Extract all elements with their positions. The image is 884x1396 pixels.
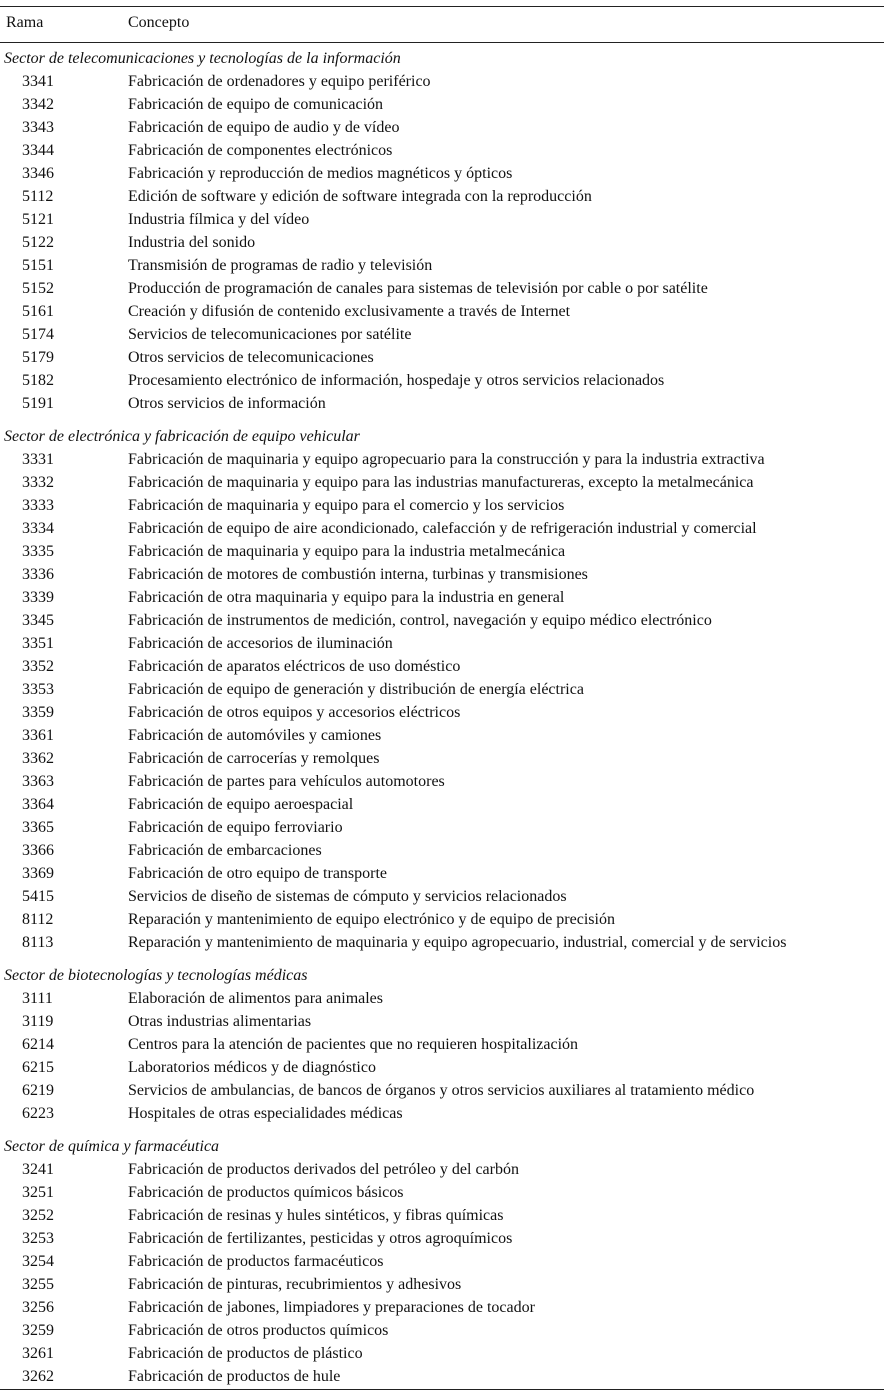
rama-code: 3345 bbox=[22, 612, 54, 629]
concepto-text: Fabricación de fertilizantes, pesticidas y otros agroquímicos bbox=[128, 1230, 513, 1247]
sector-group bbox=[0, 47, 884, 415]
sector-title: Sector de electrónica y fabricación de equipo vehicular bbox=[4, 428, 360, 445]
rama-code: 8112 bbox=[22, 911, 54, 928]
rama-code: 3262 bbox=[22, 1368, 54, 1385]
table-row bbox=[0, 1227, 884, 1250]
rama-code: 3344 bbox=[22, 142, 54, 159]
table-row bbox=[0, 254, 884, 277]
rama-code: 3261 bbox=[22, 1345, 54, 1362]
concepto-text: Fabricación de productos derivados del petróleo y del carbón bbox=[128, 1161, 519, 1178]
rama-code: 6215 bbox=[22, 1059, 54, 1076]
table-bottom-rule bbox=[0, 1389, 884, 1390]
concepto-text: Reparación y mantenimiento de equipo electrónico y de equipo de precisión bbox=[128, 911, 615, 928]
concepto-text: Producción de programación de canales para sistemas de televisión por cable o por satélite bbox=[128, 280, 708, 297]
concepto-text: Fabricación de embarcaciones bbox=[128, 842, 322, 859]
concepto-text: Fabricación de productos farmacéuticos bbox=[128, 1253, 384, 1270]
table-body bbox=[0, 47, 884, 1388]
table-row bbox=[0, 1273, 884, 1296]
table-row bbox=[0, 747, 884, 770]
concepto-text: Industria fílmica y del vídeo bbox=[128, 211, 310, 228]
column-header-rama: Rama bbox=[6, 14, 44, 31]
table-row bbox=[0, 563, 884, 586]
concepto-text: Servicios de telecomunicaciones por satélite bbox=[128, 326, 412, 343]
table-row bbox=[0, 116, 884, 139]
rama-code: 3346 bbox=[22, 165, 54, 182]
rama-code: 3259 bbox=[22, 1322, 54, 1339]
column-header-concepto: Concepto bbox=[128, 14, 190, 31]
concepto-text: Otros servicios de información bbox=[128, 395, 326, 412]
table-top-rule bbox=[0, 6, 884, 7]
table-row bbox=[0, 369, 884, 392]
rama-code: 5151 bbox=[22, 257, 54, 274]
concepto-text: Fabricación de productos químicos básicos bbox=[128, 1184, 404, 1201]
sector-group bbox=[0, 425, 884, 954]
table-row bbox=[0, 1102, 884, 1125]
rama-code: 3253 bbox=[22, 1230, 54, 1247]
concepto-text: Fabricación de maquinaria y equipo agropecuario para la construcción y para la industria extractiva bbox=[128, 451, 765, 468]
table-row bbox=[0, 1181, 884, 1204]
rama-code: 3331 bbox=[22, 451, 54, 468]
concepto-text: Fabricación y reproducción de medios magnéticos y ópticos bbox=[128, 165, 513, 182]
concepto-text: Fabricación de otros productos químicos bbox=[128, 1322, 389, 1339]
concepto-text: Fabricación de equipo de comunicación bbox=[128, 96, 384, 113]
table-row bbox=[0, 448, 884, 471]
concepto-text: Fabricación de equipo de generación y distribución de energía eléctrica bbox=[128, 681, 584, 698]
concepto-text: Elaboración de alimentos para animales bbox=[128, 990, 384, 1007]
concepto-text: Otras industrias alimentarias bbox=[128, 1013, 312, 1030]
concepto-text: Fabricación de aparatos eléctricos de uso doméstico bbox=[128, 658, 461, 675]
concepto-text: Fabricación de equipo ferroviario bbox=[128, 819, 343, 836]
sector-title: Sector de química y farmacéutica bbox=[4, 1138, 220, 1155]
table-row bbox=[0, 609, 884, 632]
table-row bbox=[0, 392, 884, 415]
rama-code: 3365 bbox=[22, 819, 54, 836]
table-row bbox=[0, 908, 884, 931]
table-row bbox=[0, 839, 884, 862]
rama-code: 6214 bbox=[22, 1036, 54, 1053]
concepto-text: Fabricación de equipo de audio y de vídeo bbox=[128, 119, 400, 136]
table-row bbox=[0, 885, 884, 908]
rama-code: 3241 bbox=[22, 1161, 54, 1178]
rama-code: 5122 bbox=[22, 234, 54, 251]
rama-code: 5121 bbox=[22, 211, 54, 228]
rama-code: 5182 bbox=[22, 372, 54, 389]
table-row bbox=[0, 471, 884, 494]
rama-code: 3363 bbox=[22, 773, 54, 790]
rama-code: 5152 bbox=[22, 280, 54, 297]
rama-code: 6223 bbox=[22, 1105, 54, 1122]
concepto-text: Reparación y mantenimiento de maquinaria y equipo agropecuario, industrial, comercial y de servicios bbox=[128, 934, 787, 951]
table-row bbox=[0, 1010, 884, 1033]
rama-code: 8113 bbox=[22, 934, 54, 951]
sector-group bbox=[0, 964, 884, 1125]
rama-code: 3342 bbox=[22, 96, 54, 113]
rama-code: 3252 bbox=[22, 1207, 54, 1224]
concepto-text: Hospitales de otras especialidades médicas bbox=[128, 1105, 403, 1122]
concepto-text: Fabricación de accesorios de iluminación bbox=[128, 635, 393, 652]
rama-code: 3351 bbox=[22, 635, 54, 652]
concepto-text: Industria del sonido bbox=[128, 234, 256, 251]
concepto-text: Centros para la atención de pacientes que no requieren hospitalización bbox=[128, 1036, 579, 1053]
table-row bbox=[0, 346, 884, 369]
concepto-text: Fabricación de otro equipo de transporte bbox=[128, 865, 388, 882]
concepto-text: Fabricación de equipo de aire acondicionado, calefacción y de refrigeración industrial y comercial bbox=[128, 520, 757, 537]
concepto-text: Servicios de ambulancias, de bancos de órganos y otros servicios auxiliares al tratamiento médico bbox=[128, 1082, 755, 1099]
table-row bbox=[0, 1250, 884, 1273]
concepto-text: Fabricación de instrumentos de medición, control, navegación y equipo médico electrónico bbox=[128, 612, 712, 629]
concepto-text: Fabricación de otra maquinaria y equipo para la industria en general bbox=[128, 589, 565, 606]
rama-code: 3359 bbox=[22, 704, 54, 721]
concepto-text: Creación y difusión de contenido exclusivamente a través de Internet bbox=[128, 303, 571, 320]
table-row bbox=[0, 816, 884, 839]
rama-code: 3111 bbox=[22, 990, 53, 1007]
rama-code: 3256 bbox=[22, 1299, 54, 1316]
table-row bbox=[0, 1204, 884, 1227]
rama-code: 3333 bbox=[22, 497, 54, 514]
concepto-text: Fabricación de partes para vehículos automotores bbox=[128, 773, 445, 790]
table-row bbox=[0, 655, 884, 678]
rama-code: 3332 bbox=[22, 474, 54, 491]
sector-title: Sector de telecomunicaciones y tecnologías de la información bbox=[4, 50, 401, 67]
concepto-text: Fabricación de carrocerías y remolques bbox=[128, 750, 380, 767]
rama-code: 3335 bbox=[22, 543, 54, 560]
concepto-text: Fabricación de maquinaria y equipo para la industria metalmecánica bbox=[128, 543, 566, 560]
table-row bbox=[0, 1033, 884, 1056]
rama-code: 5179 bbox=[22, 349, 54, 366]
concepto-text: Fabricación de maquinaria y equipo para las industrias manufactureras, excepto la metalmecánica bbox=[128, 474, 754, 491]
table-row bbox=[0, 793, 884, 816]
concepto-text: Fabricación de jabones, limpiadores y preparaciones de tocador bbox=[128, 1299, 535, 1316]
concepto-text: Fabricación de ordenadores y equipo periférico bbox=[128, 73, 431, 90]
table-row bbox=[0, 678, 884, 701]
sector-title: Sector de biotecnologías y tecnologías médicas bbox=[4, 967, 308, 984]
rama-code: 3119 bbox=[22, 1013, 54, 1030]
table-row bbox=[0, 139, 884, 162]
rama-code: 3352 bbox=[22, 658, 54, 675]
table-header-rule bbox=[0, 42, 884, 43]
concepto-text: Fabricación de maquinaria y equipo para el comercio y los servicios bbox=[128, 497, 565, 514]
table-row bbox=[0, 1342, 884, 1365]
rama-code: 3254 bbox=[22, 1253, 54, 1270]
table-row bbox=[0, 987, 884, 1010]
concepto-text: Transmisión de programas de radio y televisión bbox=[128, 257, 433, 274]
rama-code: 5174 bbox=[22, 326, 54, 343]
table-row bbox=[0, 162, 884, 185]
rama-code: 3255 bbox=[22, 1276, 54, 1293]
concepto-text: Edición de software y edición de software integrada con la reproducción bbox=[128, 188, 592, 205]
table-row bbox=[0, 1319, 884, 1342]
table-row bbox=[0, 185, 884, 208]
rama-code: 5112 bbox=[22, 188, 54, 205]
rama-code: 3361 bbox=[22, 727, 54, 744]
rama-code: 3339 bbox=[22, 589, 54, 606]
concepto-text: Fabricación de componentes electrónicos bbox=[128, 142, 393, 159]
table-row bbox=[0, 1158, 884, 1181]
table-row bbox=[0, 277, 884, 300]
concepto-text: Procesamiento electrónico de información, hospedaje y otros servicios relacionados bbox=[128, 372, 665, 389]
rama-code: 3369 bbox=[22, 865, 54, 882]
concepto-text: Fabricación de productos de plástico bbox=[128, 1345, 363, 1362]
table-row bbox=[0, 586, 884, 609]
rama-code: 6219 bbox=[22, 1082, 54, 1099]
rama-code: 3362 bbox=[22, 750, 54, 767]
table-row bbox=[0, 724, 884, 747]
concepto-text: Fabricación de productos de hule bbox=[128, 1368, 341, 1385]
table-row bbox=[0, 70, 884, 93]
rama-code: 3251 bbox=[22, 1184, 54, 1201]
table-row bbox=[0, 862, 884, 885]
table-row bbox=[0, 701, 884, 724]
table-row bbox=[0, 323, 884, 346]
concepto-text: Fabricación de resinas y hules sintéticos, y fibras químicas bbox=[128, 1207, 504, 1224]
sector-group bbox=[0, 1135, 884, 1388]
rama-code: 5161 bbox=[22, 303, 54, 320]
rama-code: 5415 bbox=[22, 888, 54, 905]
concepto-text: Laboratorios médicos y de diagnóstico bbox=[128, 1059, 376, 1076]
rama-code: 5191 bbox=[22, 395, 54, 412]
table-row bbox=[0, 300, 884, 323]
table-row bbox=[0, 1079, 884, 1102]
rama-code: 3336 bbox=[22, 566, 54, 583]
table-row bbox=[0, 632, 884, 655]
rama-code: 3353 bbox=[22, 681, 54, 698]
rama-code: 3343 bbox=[22, 119, 54, 136]
concepto-text: Fabricación de automóviles y camiones bbox=[128, 727, 382, 744]
rama-code: 3334 bbox=[22, 520, 54, 537]
table-row bbox=[0, 770, 884, 793]
table-row bbox=[0, 208, 884, 231]
table-row bbox=[0, 931, 884, 954]
table-row bbox=[0, 93, 884, 116]
table-header bbox=[0, 12, 884, 34]
table-row bbox=[0, 1365, 884, 1388]
rama-code: 3366 bbox=[22, 842, 54, 859]
concepto-text: Otros servicios de telecomunicaciones bbox=[128, 349, 374, 366]
concepto-text: Fabricación de motores de combustión interna, turbinas y transmisiones bbox=[128, 566, 588, 583]
table-row bbox=[0, 1296, 884, 1319]
concepto-text: Fabricación de equipo aeroespacial bbox=[128, 796, 354, 813]
concepto-text: Servicios de diseño de sistemas de cómputo y servicios relacionados bbox=[128, 888, 567, 905]
rama-code: 3364 bbox=[22, 796, 54, 813]
table-row bbox=[0, 540, 884, 563]
table-row bbox=[0, 517, 884, 540]
concepto-text: Fabricación de pinturas, recubrimientos y adhesivos bbox=[128, 1276, 462, 1293]
table-row bbox=[0, 231, 884, 254]
table-row bbox=[0, 1056, 884, 1079]
table-row bbox=[0, 494, 884, 517]
concepto-text: Fabricación de otros equipos y accesorios eléctricos bbox=[128, 704, 461, 721]
rama-code: 3341 bbox=[22, 73, 54, 90]
